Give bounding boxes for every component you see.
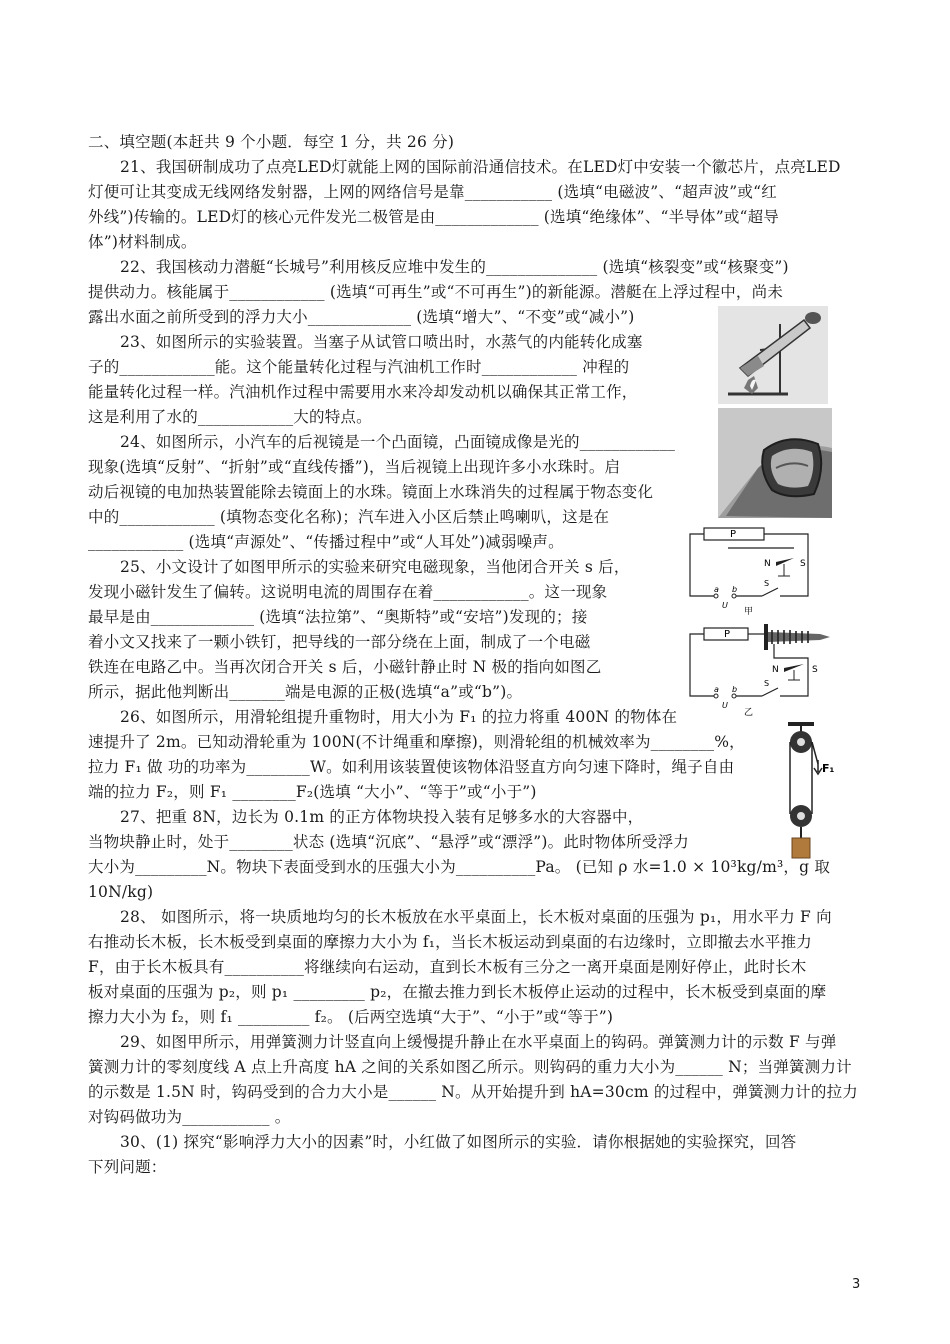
text-line: ____________ (选填“声源处”、“传播过程中”或“人耳处”)减弱噪声。 xyxy=(88,533,564,551)
needle-n-label: N xyxy=(772,665,779,675)
text-line: 的示数是 1.5N 时，钩码受到的合力大小是______ N。从开始提升到 hA=30cm 的过程中，弹簧测力计的拉力 xyxy=(88,1083,858,1101)
test-tube-figure xyxy=(718,306,828,404)
text-line: 簧测力计的零刻度线 A 点上升高度 hA 之间的关系如图乙所示。则钩码的重力大小为______ N；当弹簧测力计 xyxy=(88,1058,852,1076)
text-line: 发现小磁针发生了偏转。这说明电流的周围存在着____________。这一现象 xyxy=(88,583,608,601)
pulley-block-figure xyxy=(784,720,848,866)
text-line: 露出水面之前所受到的浮力大小_____________ (选填“增大”、“不变”或“减小”) xyxy=(88,308,635,326)
force-f1-label: F₁ xyxy=(822,762,835,775)
switch-icon xyxy=(762,688,778,696)
electromagnet-circuit-figure xyxy=(684,518,834,716)
text-line: 26、如图所示，用滑轮组提升重物时，用大小为 F₁ 的拉力将重 400N 的物体在 xyxy=(120,708,678,726)
text-line: 29、如图甲所示，用弹簧测力计竖直向上缓慢提升静止在水平桌面上的钩码。弹簧测力计的示数 F 与弹 xyxy=(120,1033,837,1051)
text-line: 端的拉力 F₂，则 F₁ ________F₂(选填 “大小”、“等于”或“小于”) xyxy=(88,783,537,801)
text-line: F，由于长木板具有__________将继续向右运动，直到长木板有三分之一离开桌面是刚好停止，此时长木 xyxy=(88,958,807,976)
rear-view-mirror-figure xyxy=(718,408,832,518)
text-line: 10N/kg) xyxy=(88,883,154,901)
needle-n-label: N xyxy=(764,559,771,569)
text-line: 板对桌面的压强为 p₂，则 p₁ _________ p₂，在撤去推力到长木板停止运动的过程中，长木板受到桌面的摩 xyxy=(88,983,827,1001)
nail-head-icon xyxy=(764,624,768,650)
page-number: 3 xyxy=(852,1277,861,1292)
text-line: 铁连在电路乙中。当再次闭合开关 s 后，小磁针静止时 N 极的指向如图乙 xyxy=(88,658,602,676)
text-line: 拉力 F₁ 做 功的功率为________W。如利用该装置使该物体沿竖直方向匀速下降时，绳子自由 xyxy=(88,758,735,776)
weight-block xyxy=(792,838,810,858)
text-line: 速提升了 2m。已知动滑轮重为 100N(不计绳重和摩擦)，则滑轮组的机械效率为________%， xyxy=(88,733,745,751)
text-line: 子的____________能。这个能量转化过程与汽油机工作时____________ 冲程的 xyxy=(88,358,630,376)
text-line: 24、如图所示，小汽车的后视镜是一个凸面镜，凸面镜成像是光的____________ xyxy=(120,433,676,451)
text-line: 对钩码做功为___________ 。 xyxy=(88,1108,291,1126)
switch-label: S xyxy=(764,679,770,688)
text-line: 提供动力。核能属于____________ (选填“可再生”或“不可再生”)的新能源。潜艇在上浮过程中，尚未 xyxy=(88,283,784,301)
text-line: 能量转化过程一样。汽油机作过程中需要用水来冷却发动机以确保其正常工作， xyxy=(88,383,638,401)
text-line: 外线”)传输的。LED灯的核心元件发光二极管是由_____________ (选填“绝缘体”、“半导体”或“超导 xyxy=(88,208,780,226)
compass-needle-icon xyxy=(776,558,794,566)
circuit-yi-label: 乙 xyxy=(744,708,754,716)
terminal-b-label: b xyxy=(732,685,738,694)
text-line: 当物块静止时，处于________状态 (选填“沉底”、“悬浮”或“漂浮”)。此时物体所受浮力 xyxy=(88,833,689,851)
text-line: 25、小文设计了如图甲所示的实验来研究电磁现象，当他闭合开关 s 后， xyxy=(120,558,630,576)
needle-s-label: S xyxy=(812,665,818,675)
text-line: 下列问题： xyxy=(88,1158,167,1176)
section-title: 二、填空题(本赶共 9 个小题．每空 1 分，共 26 分) xyxy=(88,133,455,151)
text-line: 体”)材料制成。 xyxy=(88,233,197,251)
circuit-jia-label: 甲 xyxy=(744,607,754,617)
source-u-label: U xyxy=(722,601,728,610)
text-line: 着小文又找来了一颗小铁钉，把导线的一部分绕在上面，制成了一个电磁 xyxy=(88,633,591,651)
text-line: 最早是由_____________ (选填“法拉第”、“奥斯特”或“安培”)发现的；接 xyxy=(88,608,588,626)
text-line: 中的____________ (填物态变化名称)；汽车进入小区后禁止鸣喇叭，这是在 xyxy=(88,508,610,526)
source-u-label: U xyxy=(722,701,728,710)
text-line: 27、把重 8N，边长为 0.1m 的正方体物块投入装有足够多水的大容器中， xyxy=(120,808,644,826)
rheostat-label: P xyxy=(730,529,737,540)
text-line: 现象(选填“反射”、“折射”或“直线传播”)，当后视镜上出现许多小水珠时。启 xyxy=(88,458,621,476)
text-line: 擦力大小为 f₂，则 f₁ _________ f₂。 (后两空选填“大于”、“小于”或“等于”) xyxy=(88,1008,614,1026)
text-line: 这是利用了水的____________大的特点。 xyxy=(88,408,372,426)
text-line: 22、我国核动力潜艇“长城号”利用核反应堆中发生的______________ (选填“核裂变”或“核聚变”) xyxy=(120,258,789,276)
switch-icon xyxy=(762,588,778,596)
text-line: 23、如图所示的实验装置。当塞子从试管口喷出时，水蒸气的内能转化成塞 xyxy=(120,333,643,351)
text-line: 所示，据此他判断出_______端是电源的正极(选填“a”或“b”)。 xyxy=(88,683,523,701)
terminal-a-label: a xyxy=(714,585,719,594)
text-line: 灯便可让其变成无线网络发射器，上网的网络信号是靠___________ (选填“电磁波”、“超声波”或“红 xyxy=(88,183,777,201)
text-line: 动后视镜的电加热装置能除去镜面上的水珠。镜面上水珠消失的过程属于物态变化 xyxy=(88,483,654,501)
text-line: 大小为_________N。物块下表面受到水的压强大小为__________Pa。 (已知 ρ 水=1.0 × 10³kg/m³，g 取 xyxy=(88,858,831,876)
terminal-a-label: a xyxy=(714,685,719,694)
terminal-b-label: b xyxy=(732,585,738,594)
text-line: 21、我国研制成功了点亮LED灯就能上网的国际前沿通信技术。在LED灯中安装一个徽芯片，点亮LED xyxy=(120,158,841,176)
switch-label: S xyxy=(764,579,770,588)
text-line: 右推动长木板，长木板受到桌面的摩擦力大小为 f₁，当长木板运动到桌面的右边缘时，立即撤去水平推力 xyxy=(88,933,812,951)
text-line: 30、(1) 探究“影响浮力大小的因素”时，小红做了如图所示的实验．请你根据她的实验探究，回答 xyxy=(120,1133,797,1151)
needle-s-label: S xyxy=(800,559,806,569)
rheostat-label: P xyxy=(724,629,731,640)
text-line: 28、 如图所示，将一块质地均匀的长木板放在水平桌面上，长木板对桌面的压强为 p₁，用水平力 F 向 xyxy=(120,908,832,926)
